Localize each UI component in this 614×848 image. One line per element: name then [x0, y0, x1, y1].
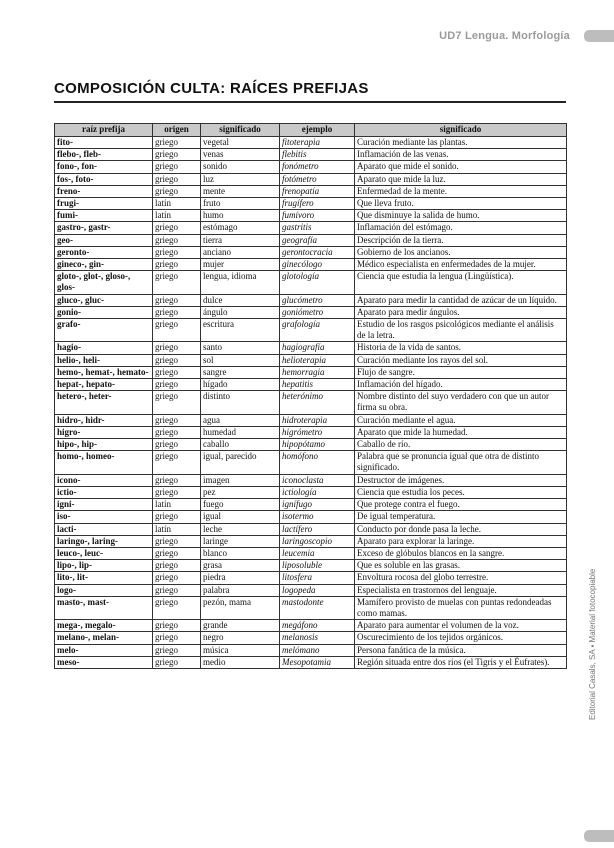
- col-header-ejemplo: ejemplo: [280, 124, 355, 137]
- cell-origen: griego: [153, 547, 201, 559]
- cell-origen: griego: [153, 451, 201, 474]
- cell-origen: griego: [153, 354, 201, 366]
- cell-significado: mujer: [201, 259, 280, 271]
- table-row: [55, 572, 567, 584]
- cell-raiz: logo-: [55, 584, 153, 596]
- table-row: [55, 560, 567, 572]
- cell-significado: medio: [201, 656, 280, 668]
- cell-significado: escritura: [201, 319, 280, 342]
- cell-ejemplo: gastritis: [280, 222, 355, 234]
- cell-ejemplo: hagiografía: [280, 342, 355, 354]
- cell-raiz: gluco-, gluc-: [55, 294, 153, 306]
- cell-significado: igual: [201, 511, 280, 523]
- cell-origen: griego: [153, 185, 201, 197]
- cell-definicion: Médico especialista en enfermedades de la mujer.: [355, 259, 567, 271]
- cell-raiz: leuco-, leuc-: [55, 547, 153, 559]
- cell-raiz: fos-, foto-: [55, 173, 153, 185]
- cell-origen: griego: [153, 414, 201, 426]
- table-row: [55, 523, 567, 535]
- cell-ejemplo: frugífero: [280, 198, 355, 210]
- cell-ejemplo: megáfono: [280, 620, 355, 632]
- cell-definicion: Que disminuye la salida de humo.: [355, 210, 567, 222]
- table-row: [55, 426, 567, 438]
- cell-raiz: hetero-, heter-: [55, 391, 153, 414]
- cell-ejemplo: heterónimo: [280, 391, 355, 414]
- table-row: [55, 198, 567, 210]
- table-row: [55, 511, 567, 523]
- cell-origen: griego: [153, 391, 201, 414]
- table-row: [55, 294, 567, 306]
- table-row: [55, 137, 567, 149]
- cell-definicion: Aparato para medir la cantidad de azúcar de un líquido.: [355, 294, 567, 306]
- cell-origen: griego: [153, 474, 201, 486]
- cell-significado: vegetal: [201, 137, 280, 149]
- cell-ejemplo: goniómetro: [280, 306, 355, 318]
- cell-origen: griego: [153, 137, 201, 149]
- table-row: [55, 620, 567, 632]
- cell-significado: hígado: [201, 379, 280, 391]
- table-row: [55, 342, 567, 354]
- table-row: [55, 596, 567, 619]
- cell-definicion: Que protege contra el fuego.: [355, 499, 567, 511]
- cell-raiz: fono-, fon-: [55, 161, 153, 173]
- cell-raiz: lipo-, lip-: [55, 560, 153, 572]
- cell-raiz: meso-: [55, 656, 153, 668]
- cell-significado: igual, parecido: [201, 451, 280, 474]
- cell-raiz: hipo-, hip-: [55, 439, 153, 451]
- cell-raiz: laringo-, laring-: [55, 535, 153, 547]
- table-row: [55, 210, 567, 222]
- roots-table: [54, 123, 567, 669]
- cell-origen: griego: [153, 173, 201, 185]
- cell-raiz: ictio-: [55, 486, 153, 498]
- cell-raiz: hagio-: [55, 342, 153, 354]
- cell-raiz: mega-, megalo-: [55, 620, 153, 632]
- header-title: UD7 Lengua. Morfología: [439, 30, 570, 42]
- table-header-row: [55, 124, 567, 137]
- cell-ejemplo: leucemia: [280, 547, 355, 559]
- cell-significado: agua: [201, 414, 280, 426]
- cell-origen: griego: [153, 271, 201, 294]
- cell-definicion: Gobierno de los ancianos.: [355, 246, 567, 258]
- table-row: [55, 319, 567, 342]
- cell-definicion: Curación mediante los rayos del sol.: [355, 354, 567, 366]
- cell-origen: griego: [153, 632, 201, 644]
- cell-significado: pez: [201, 486, 280, 498]
- cell-origen: griego: [153, 246, 201, 258]
- cell-ejemplo: melanosis: [280, 632, 355, 644]
- cell-origen: griego: [153, 560, 201, 572]
- cell-significado: palabra: [201, 584, 280, 596]
- cell-definicion: Inflamación de las venas.: [355, 149, 567, 161]
- table-row: [55, 644, 567, 656]
- cell-ejemplo: liposoluble: [280, 560, 355, 572]
- cell-significado: imagen: [201, 474, 280, 486]
- cell-significado: humedad: [201, 426, 280, 438]
- table-row: [55, 222, 567, 234]
- table-row: [55, 451, 567, 474]
- cell-origen: griego: [153, 259, 201, 271]
- cell-raiz: igni-: [55, 499, 153, 511]
- cell-definicion: Nombre distinto del suyo verdadero con que un autor firma su obra.: [355, 391, 567, 414]
- cell-origen: griego: [153, 426, 201, 438]
- table-row: [55, 439, 567, 451]
- cell-ejemplo: logopeda: [280, 584, 355, 596]
- cell-significado: dulce: [201, 294, 280, 306]
- table-row: [55, 474, 567, 486]
- cell-definicion: Historia de la vida de santos.: [355, 342, 567, 354]
- cell-definicion: Que lleva fruto.: [355, 198, 567, 210]
- cell-definicion: Palabra que se pronuncia igual que otra de distinto significado.: [355, 451, 567, 474]
- cell-raiz: grafo-: [55, 319, 153, 342]
- cell-raiz: fito-: [55, 137, 153, 149]
- cell-significado: ángulo: [201, 306, 280, 318]
- table-row: [55, 259, 567, 271]
- cell-definicion: Región situada entre dos ríos (el Tigris y el Éufrates).: [355, 656, 567, 668]
- cell-significado: distinto: [201, 391, 280, 414]
- cell-raiz: masto-, mast-: [55, 596, 153, 619]
- cell-raiz: icono-: [55, 474, 153, 486]
- cell-ejemplo: hepatitis: [280, 379, 355, 391]
- col-header-significado-ejemplo: significado: [355, 124, 567, 137]
- table-row: [55, 379, 567, 391]
- cell-significado: pezón, mama: [201, 596, 280, 619]
- cell-definicion: De igual temperatura.: [355, 511, 567, 523]
- cell-definicion: Conducto por donde pasa la leche.: [355, 523, 567, 535]
- cell-origen: griego: [153, 511, 201, 523]
- col-header-raiz: raíz prefija: [55, 124, 153, 137]
- cell-significado: estómago: [201, 222, 280, 234]
- cell-significado: grasa: [201, 560, 280, 572]
- cell-raiz: melano-, melan-: [55, 632, 153, 644]
- cell-raiz: gineco-, gin-: [55, 259, 153, 271]
- cell-significado: venas: [201, 149, 280, 161]
- cell-significado: grande: [201, 620, 280, 632]
- cell-significado: sonido: [201, 161, 280, 173]
- table-row: [55, 306, 567, 318]
- table-row: [55, 173, 567, 185]
- cell-ejemplo: flebitis: [280, 149, 355, 161]
- cell-ejemplo: isotermo: [280, 511, 355, 523]
- cell-raiz: hemo-, hemat-, hemato-: [55, 366, 153, 378]
- table-row: [55, 149, 567, 161]
- cell-definicion: Aparato que mide el sonido.: [355, 161, 567, 173]
- table-row: [55, 414, 567, 426]
- cell-raiz: geo-: [55, 234, 153, 246]
- cell-definicion: Especialista en trastornos del lenguaje.: [355, 584, 567, 596]
- cell-ejemplo: fitoterapia: [280, 137, 355, 149]
- cell-significado: luz: [201, 173, 280, 185]
- cell-raiz: hidro-, hidr-: [55, 414, 153, 426]
- cell-definicion: Aparato para explorar la laringe.: [355, 535, 567, 547]
- cell-definicion: Mamífero provisto de muelas con puntas redondeadas como mamas.: [355, 596, 567, 619]
- cell-origen: griego: [153, 234, 201, 246]
- table-row: [55, 656, 567, 668]
- cell-origen: griego: [153, 161, 201, 173]
- table-row: [55, 632, 567, 644]
- cell-origen: griego: [153, 584, 201, 596]
- table-row: [55, 354, 567, 366]
- cell-definicion: Inflamación del estómago.: [355, 222, 567, 234]
- cell-origen: griego: [153, 535, 201, 547]
- cell-origen: griego: [153, 379, 201, 391]
- cell-raiz: gonio-: [55, 306, 153, 318]
- cell-raiz: helio-, heli-: [55, 354, 153, 366]
- cell-origen: griego: [153, 439, 201, 451]
- cell-origen: griego: [153, 572, 201, 584]
- table-body: [55, 137, 567, 669]
- cell-significado: mente: [201, 185, 280, 197]
- cell-raiz: geronto-: [55, 246, 153, 258]
- cell-origen: griego: [153, 486, 201, 498]
- cell-ejemplo: hipopótamo: [280, 439, 355, 451]
- cell-definicion: Curación mediante las plantas.: [355, 137, 567, 149]
- cell-definicion: Ciencia que estudia la lengua (Lingüística).: [355, 271, 567, 294]
- page-tab-bottom: [584, 830, 614, 842]
- cell-definicion: Destructor de imágenes.: [355, 474, 567, 486]
- cell-raiz: frugi-: [55, 198, 153, 210]
- cell-raiz: fumi-: [55, 210, 153, 222]
- cell-origen: griego: [153, 222, 201, 234]
- cell-origen: latín: [153, 210, 201, 222]
- cell-definicion: Aparato que mide la humedad.: [355, 426, 567, 438]
- cell-significado: leche: [201, 523, 280, 535]
- cell-definicion: Descripción de la tierra.: [355, 234, 567, 246]
- page-title: COMPOSICIÓN CULTA: RAÍCES PREFIJAS: [54, 80, 369, 97]
- cell-significado: negro: [201, 632, 280, 644]
- cell-ejemplo: higrómetro: [280, 426, 355, 438]
- table-row: [55, 547, 567, 559]
- cell-origen: latín: [153, 198, 201, 210]
- cell-definicion: Estudio de los rasgos psicológicos mediante el análisis de la letra.: [355, 319, 567, 342]
- cell-raiz: gloto-, glot-, gloso-, glos-: [55, 271, 153, 294]
- cell-significado: sangre: [201, 366, 280, 378]
- table-row: [55, 584, 567, 596]
- table-row: [55, 161, 567, 173]
- cell-ejemplo: ictiología: [280, 486, 355, 498]
- cell-ejemplo: glotología: [280, 271, 355, 294]
- table-row: [55, 185, 567, 197]
- cell-significado: música: [201, 644, 280, 656]
- table-row: [55, 486, 567, 498]
- cell-raiz: hepat-, hepato-: [55, 379, 153, 391]
- cell-ejemplo: homófono: [280, 451, 355, 474]
- cell-raiz: flebo-, fleb-: [55, 149, 153, 161]
- cell-ejemplo: fonómetro: [280, 161, 355, 173]
- cell-origen: griego: [153, 306, 201, 318]
- title-rule: [54, 101, 566, 103]
- table-row: [55, 234, 567, 246]
- page-tab-top: [584, 30, 614, 42]
- cell-raiz: gastro-, gastr-: [55, 222, 153, 234]
- cell-origen: griego: [153, 620, 201, 632]
- table-row: [55, 391, 567, 414]
- cell-definicion: Enfermedad de la mente.: [355, 185, 567, 197]
- cell-raiz: iso-: [55, 511, 153, 523]
- cell-ejemplo: Mesopotamia: [280, 656, 355, 668]
- cell-ejemplo: ignífugo: [280, 499, 355, 511]
- cell-significado: fruto: [201, 198, 280, 210]
- cell-ejemplo: grafología: [280, 319, 355, 342]
- cell-raiz: higro-: [55, 426, 153, 438]
- cell-significado: fuego: [201, 499, 280, 511]
- table-row: [55, 271, 567, 294]
- cell-significado: caballo: [201, 439, 280, 451]
- cell-definicion: Curación mediante el agua.: [355, 414, 567, 426]
- cell-ejemplo: lactífero: [280, 523, 355, 535]
- cell-origen: griego: [153, 319, 201, 342]
- cell-significado: anciano: [201, 246, 280, 258]
- cell-definicion: Inflamación del hígado.: [355, 379, 567, 391]
- cell-raiz: freno-: [55, 185, 153, 197]
- cell-definicion: Exceso de glóbulos blancos en la sangre.: [355, 547, 567, 559]
- cell-definicion: Ciencia que estudia los peces.: [355, 486, 567, 498]
- col-header-origen: origen: [153, 124, 201, 137]
- cell-definicion: Aparato para aumentar el volumen de la voz.: [355, 620, 567, 632]
- cell-definicion: Oscurecimiento de los tejidos orgánicos.: [355, 632, 567, 644]
- cell-ejemplo: mastodonte: [280, 596, 355, 619]
- cell-origen: latín: [153, 523, 201, 535]
- cell-definicion: Aparato que mide la luz.: [355, 173, 567, 185]
- cell-ejemplo: frenopatía: [280, 185, 355, 197]
- cell-ejemplo: fumívoro: [280, 210, 355, 222]
- cell-significado: blanco: [201, 547, 280, 559]
- cell-origen: griego: [153, 294, 201, 306]
- cell-raiz: melo-: [55, 644, 153, 656]
- cell-origen: griego: [153, 596, 201, 619]
- col-header-significado: significado: [201, 124, 280, 137]
- cell-origen: griego: [153, 656, 201, 668]
- table-row: [55, 246, 567, 258]
- cell-ejemplo: iconoclasta: [280, 474, 355, 486]
- cell-ejemplo: hemorragia: [280, 366, 355, 378]
- cell-definicion: Envoltura rocosa del globo terrestre.: [355, 572, 567, 584]
- cell-significado: lengua, idioma: [201, 271, 280, 294]
- cell-ejemplo: laringoscopio: [280, 535, 355, 547]
- cell-origen: latín: [153, 499, 201, 511]
- cell-definicion: Flujo de sangre.: [355, 366, 567, 378]
- cell-ejemplo: litosfera: [280, 572, 355, 584]
- cell-definicion: Caballo de río.: [355, 439, 567, 451]
- table-row: [55, 366, 567, 378]
- cell-origen: griego: [153, 644, 201, 656]
- cell-significado: humo: [201, 210, 280, 222]
- cell-ejemplo: melómano: [280, 644, 355, 656]
- cell-ejemplo: geografía: [280, 234, 355, 246]
- table-row: [55, 535, 567, 547]
- table-row: [55, 499, 567, 511]
- cell-ejemplo: ginecólogo: [280, 259, 355, 271]
- cell-origen: griego: [153, 366, 201, 378]
- cell-ejemplo: glucómetro: [280, 294, 355, 306]
- cell-definicion: Que es soluble en las grasas.: [355, 560, 567, 572]
- cell-origen: griego: [153, 342, 201, 354]
- cell-significado: sol: [201, 354, 280, 366]
- cell-significado: laringe: [201, 535, 280, 547]
- cell-raiz: homo-, homeo-: [55, 451, 153, 474]
- cell-origen: griego: [153, 149, 201, 161]
- cell-definicion: Aparato para medir ángulos.: [355, 306, 567, 318]
- cell-definicion: Persona fanática de la música.: [355, 644, 567, 656]
- copyright-note: Editorial Casals, SA ▪ Material fotocopiable: [588, 568, 597, 720]
- cell-ejemplo: fotómetro: [280, 173, 355, 185]
- cell-raiz: lacti-: [55, 523, 153, 535]
- cell-significado: tierra: [201, 234, 280, 246]
- cell-raiz: lito-, lit-: [55, 572, 153, 584]
- cell-ejemplo: hidroterapia: [280, 414, 355, 426]
- cell-ejemplo: gerontocracia: [280, 246, 355, 258]
- cell-ejemplo: helioterapia: [280, 354, 355, 366]
- cell-significado: santo: [201, 342, 280, 354]
- cell-significado: piedra: [201, 572, 280, 584]
